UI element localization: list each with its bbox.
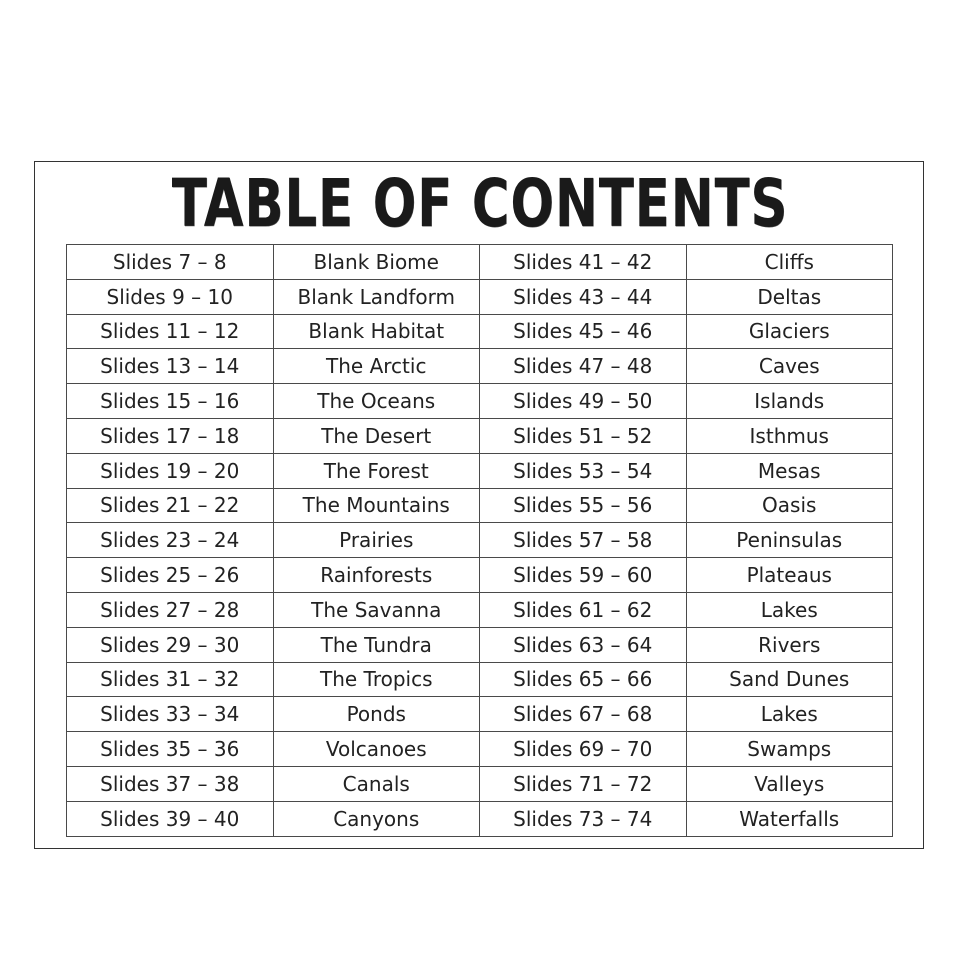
topic-cell: Canyons (273, 801, 480, 836)
slide-range-cell: Slides 21 – 22 (67, 488, 274, 523)
table-row (67, 453, 893, 488)
table-row (67, 488, 893, 523)
table-row (67, 384, 893, 419)
slide-range-cell: Slides 49 – 50 (480, 384, 687, 419)
topic-cell: Swamps (686, 732, 893, 767)
topic-cell: Volcanoes (273, 732, 480, 767)
slide-range-cell: Slides 65 – 66 (480, 662, 687, 697)
slide-range-cell: Slides 27 – 28 (67, 592, 274, 627)
table-row (67, 627, 893, 662)
topic-cell: Blank Habitat (273, 314, 480, 349)
topic-cell: The Arctic (273, 349, 480, 384)
table-row (67, 418, 893, 453)
slide-range-cell: Slides 37 – 38 (67, 766, 274, 801)
topic-cell: Ponds (273, 697, 480, 732)
slide-range-cell: Slides 51 – 52 (480, 418, 687, 453)
topic-cell: Rivers (686, 627, 893, 662)
topic-cell: Isthmus (686, 418, 893, 453)
slide-range-cell: Slides 7 – 8 (67, 245, 274, 280)
contents-table-body (67, 245, 893, 837)
table-row (67, 697, 893, 732)
slide-range-cell: Slides 47 – 48 (480, 349, 687, 384)
slide-range-cell: Slides 41 – 42 (480, 245, 687, 280)
topic-cell: The Oceans (273, 384, 480, 419)
slide-range-cell: Slides 11 – 12 (67, 314, 274, 349)
topic-cell: Cliffs (686, 245, 893, 280)
slide-range-cell: Slides 25 – 26 (67, 558, 274, 593)
contents-table (66, 244, 893, 837)
topic-cell: Lakes (686, 697, 893, 732)
slide-range-cell: Slides 69 – 70 (480, 732, 687, 767)
slide-range-cell: Slides 67 – 68 (480, 697, 687, 732)
table-row (67, 279, 893, 314)
topic-cell: Oasis (686, 488, 893, 523)
table-row (67, 523, 893, 558)
topic-cell: Deltas (686, 279, 893, 314)
table-row (67, 592, 893, 627)
slide-range-cell: Slides 43 – 44 (480, 279, 687, 314)
topic-cell: Canals (273, 766, 480, 801)
topic-cell: Waterfalls (686, 801, 893, 836)
slide-range-cell: Slides 13 – 14 (67, 349, 274, 384)
slide-range-cell: Slides 59 – 60 (480, 558, 687, 593)
topic-cell: Mesas (686, 453, 893, 488)
topic-cell: Lakes (686, 592, 893, 627)
slide-range-cell: Slides 63 – 64 (480, 627, 687, 662)
topic-cell: Glaciers (686, 314, 893, 349)
table-row (67, 314, 893, 349)
slide-range-cell: Slides 33 – 34 (67, 697, 274, 732)
slide-range-cell: Slides 73 – 74 (480, 801, 687, 836)
page-title: TABLE OF CONTENTS (171, 165, 789, 242)
topic-cell: The Tropics (273, 662, 480, 697)
slide-range-cell: Slides 9 – 10 (67, 279, 274, 314)
topic-cell: The Tundra (273, 627, 480, 662)
topic-cell: Blank Landform (273, 279, 480, 314)
slide-range-cell: Slides 31 – 32 (67, 662, 274, 697)
topic-cell: Plateaus (686, 558, 893, 593)
slide-range-cell: Slides 53 – 54 (480, 453, 687, 488)
slide-range-cell: Slides 57 – 58 (480, 523, 687, 558)
table-row (67, 558, 893, 593)
topic-cell: The Mountains (273, 488, 480, 523)
slide-range-cell: Slides 39 – 40 (67, 801, 274, 836)
topic-cell: Rainforests (273, 558, 480, 593)
slide-range-cell: Slides 55 – 56 (480, 488, 687, 523)
slide-range-cell: Slides 35 – 36 (67, 732, 274, 767)
topic-cell: Sand Dunes (686, 662, 893, 697)
slide-range-cell: Slides 71 – 72 (480, 766, 687, 801)
table-row (67, 662, 893, 697)
topic-cell: Caves (686, 349, 893, 384)
slide-range-cell: Slides 17 – 18 (67, 418, 274, 453)
topic-cell: Valleys (686, 766, 893, 801)
slide-range-cell: Slides 61 – 62 (480, 592, 687, 627)
slide-range-cell: Slides 19 – 20 (67, 453, 274, 488)
slide-range-cell: Slides 29 – 30 (67, 627, 274, 662)
slide-range-cell: Slides 23 – 24 (67, 523, 274, 558)
topic-cell: The Desert (273, 418, 480, 453)
table-row (67, 766, 893, 801)
table-row (67, 349, 893, 384)
topic-cell: The Forest (273, 453, 480, 488)
table-row (67, 732, 893, 767)
topic-cell: Prairies (273, 523, 480, 558)
slide-range-cell: Slides 15 – 16 (67, 384, 274, 419)
topic-cell: Peninsulas (686, 523, 893, 558)
slide-range-cell: Slides 45 – 46 (480, 314, 687, 349)
topic-cell: The Savanna (273, 592, 480, 627)
table-row (67, 801, 893, 836)
topic-cell: Islands (686, 384, 893, 419)
topic-cell: Blank Biome (273, 245, 480, 280)
table-row (67, 245, 893, 280)
